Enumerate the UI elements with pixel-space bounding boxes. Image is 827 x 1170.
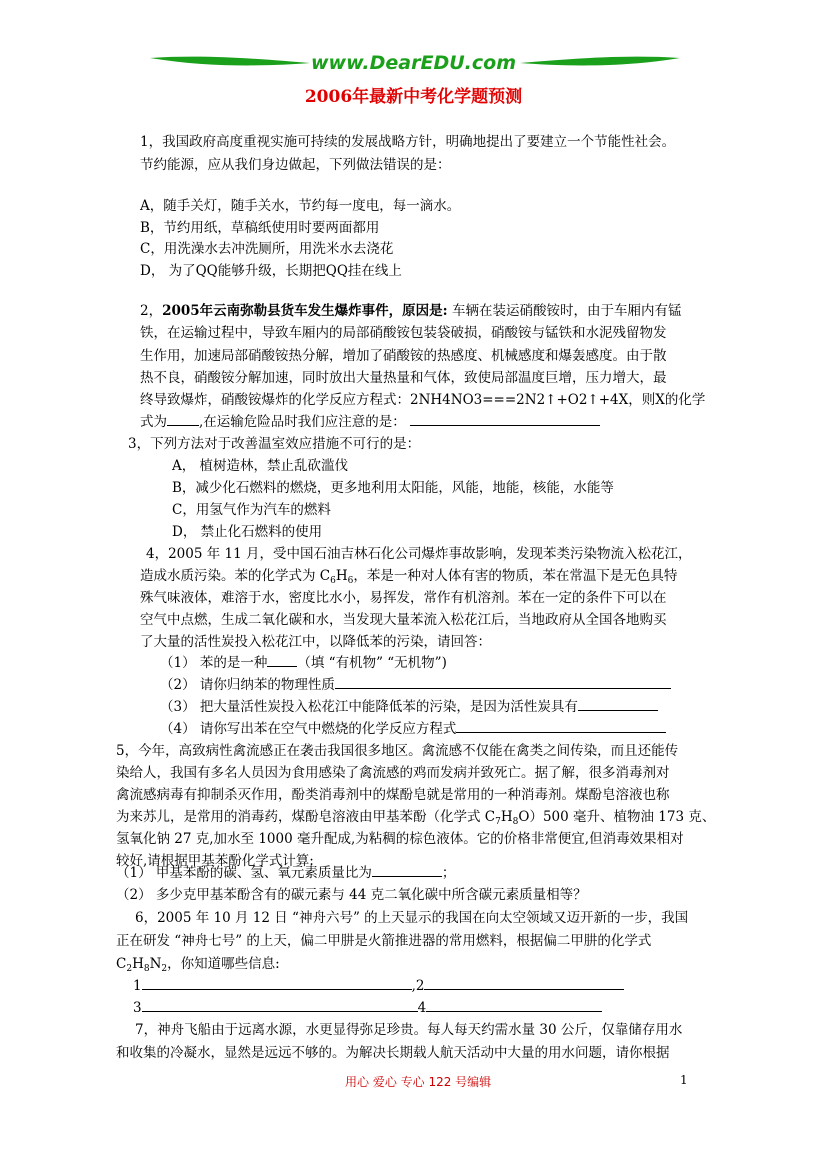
q4-line-3: 殊气味液体，难溶于水，密度比水小，易挥发，常作有机溶剂。苯在一定的条件下可以在	[140, 590, 667, 606]
page-number: 1	[680, 1073, 688, 1087]
q5-sub-1-text: （1） 甲基苯酚的碳、氢、氧元素质量比为	[116, 865, 372, 881]
q3-option-d: D， 禁止化石燃料的使用	[172, 524, 323, 540]
q1-option-b: B，节约用纸，草稿纸使用时要两面都用	[140, 220, 380, 236]
q4-sub-3	[160, 696, 658, 719]
q5-line-6: 较好,请根据甲基苯酚化学式计算:	[116, 853, 314, 869]
q6-answers-row-2	[133, 997, 602, 1020]
q4-subscript-1: 6	[330, 576, 336, 586]
q6-answers-row-1	[133, 975, 624, 998]
q2-formula-label: 式为	[140, 414, 167, 430]
q2-line-3: 生作用，加速局部硝酸铵热分解，增加了硝酸铵的热感度、机械感度和爆轰感度。由于散	[140, 348, 667, 364]
site-brand: www.DearEDU.com	[310, 52, 517, 74]
q4-line-2-pre: 造成水质污染。苯的化学式为 C	[140, 568, 331, 584]
q4-sub-1-blank[interactable]	[267, 652, 297, 667]
q6-formula-c: C	[116, 956, 127, 972]
q6-formula-n: N	[149, 956, 162, 972]
q1-line-1: 1，我国政府高度重视实施可持续的发展战略方针，明确地提出了要建立一个节能性社会。	[140, 134, 676, 150]
q4-sub-1-pre: （1） 苯的是一种	[160, 655, 268, 671]
q1-option-a: A，随手关灯，随手关水，节约每一度电，每一滴水。	[140, 198, 461, 214]
q6-line-1: 6，2005 年 10 月 12 日 “神舟六号” 的上天显示的我国在向太空领域又迈开新的一步，我国	[135, 910, 689, 926]
q1-option-c: C，用洗澡水去冲洗厕所，用洗米水去浇花	[140, 241, 394, 257]
q2-formula-blank[interactable]	[167, 411, 199, 426]
q4-line-2-h: H	[335, 568, 348, 584]
q2-line-1	[140, 300, 681, 323]
q5-line-5: 氢氧化钠 27 克,加水至 1000 毫升配成,为粘稠的棕色液体。它的价格非常便宜,但消毒效果相对	[116, 831, 684, 847]
q4-line-4: 空气中点燃，生成二氧化碳和水，当发现大量苯流入松花江后，当地政府从全国各地购买	[140, 612, 667, 628]
q6-answer-3-number: 3	[133, 1000, 142, 1016]
q7-line-2: 和收集的冷凝水，显然是远远不够的。为解决长期载人航天活动中大量的用水问题，请你根据	[116, 1045, 670, 1061]
q4-sub-4	[160, 718, 666, 741]
q3-option-a: A， 植树造林，禁止乱砍滥伐	[172, 458, 349, 474]
q2-line-5: 终导致爆炸，硝酸铵爆炸的化学反应方程式：2NH4NO3===2N2↑+O2↑+4X，则X的化学	[140, 392, 706, 408]
q3-option-c: C，用氢气作为汽车的燃料	[172, 502, 331, 518]
q4-sub-2	[160, 674, 671, 697]
q6-line-2: 正在研发 “神舟七号” 的上天，偏二甲肼是火箭推进器的常用燃料，根据偏二甲肼的化学式	[116, 933, 652, 949]
q2-caution-label: ,在运输危险品时我们应注意的是：	[199, 414, 406, 430]
q4-sub-1	[160, 652, 447, 675]
page-title: 2006年最新中考化学题预测	[304, 87, 523, 107]
q2-caution-blank[interactable]	[410, 411, 600, 426]
q5-line-1: 5，今年，高致病性禽流感正在袭击我国很多地区。禽流感不仅能在禽类之间传染，而且还能传	[116, 743, 679, 759]
q1-line-2: 节约能源，应从我们身边做起，下列做法错误的是：	[140, 157, 451, 173]
q2-line-6	[140, 411, 600, 434]
q2-headline: 2005年云南弥勒县货车发生爆炸事件，原因是:	[162, 303, 448, 319]
q6-line-3-post: ，你知道哪些信息:	[167, 956, 280, 972]
footer-note: 用心 爱心 专心 122 号编辑	[345, 1075, 492, 1089]
q3-line: 3，下列方法对于改善温室效应措施不可行的是：	[128, 436, 421, 452]
q6-subscript-3: 2	[161, 964, 168, 974]
q4-line-2-post: ，苯是一种对人体有害的物质，苯在常温下是无色具特	[353, 568, 678, 584]
q4-subscript-2: 6	[347, 576, 354, 586]
q5-subscript-2: 8	[512, 817, 519, 827]
q5-line-4-pre: 为来苏儿，是常用的消毒药，煤酚皂溶液由甲基苯酚（化学式 C	[116, 809, 496, 825]
q5-sub-1-blank[interactable]	[372, 862, 442, 877]
q5-sub-1	[116, 862, 455, 885]
q4-sub-3-text: （3） 把大量活性炭投入松花江中能降低苯的污染，是因为活性炭具有	[160, 699, 578, 715]
q4-line-1: 4，2005 年 11 月，受中国石油吉林石化公司爆炸事故影响，发现苯类污染物流入松花江，	[146, 546, 692, 562]
q4-sub-2-blank[interactable]	[335, 674, 671, 689]
q4-line-5: 了大量的活性炭投入松花江中，以降低苯的污染，请回答：	[140, 634, 491, 650]
q4-sub-3-blank[interactable]	[578, 696, 658, 711]
q5-subscript-1: 7	[495, 817, 501, 827]
q4-sub-2-text: （2） 请你归纳苯的物理性质	[160, 677, 335, 693]
q6-answer-3-blank[interactable]	[142, 997, 418, 1012]
q4-sub-4-blank[interactable]	[456, 718, 666, 733]
q1-option-d: D， 为了QQ能够升级，长期把QQ挂在线上	[140, 263, 402, 279]
q3-option-b: B，减少化石燃料的燃烧，更多地利用太阳能，风能，地能，核能，水能等	[172, 480, 614, 496]
q5-line-4-h: H	[500, 809, 513, 825]
q2-number: 2，	[140, 303, 163, 319]
q5-line-3: 禽流感病毒有抑制杀灭作用，酚类消毒剂中的煤酚皂就是常用的一种消毒剂。煤酚皂溶液也称	[116, 787, 670, 803]
q4-sub-1-post: （填 “有机物” “无机物”)	[297, 655, 447, 671]
q6-answer-2-number: ,2	[411, 978, 425, 994]
q6-subscript-2: 8	[143, 964, 150, 974]
q5-line-2: 染给人，我国有多名人员因为食用感染了禽流感的鸡而发病并致死亡。据了解，很多消毒剂对	[116, 765, 670, 781]
q6-answer-1-blank[interactable]	[142, 975, 412, 990]
q6-answer-4-blank[interactable]	[426, 997, 602, 1012]
q4-sub-4-text: （4） 请你写出苯在空气中燃烧的化学反应方程式	[160, 721, 457, 737]
q2-line-4: 热不良，硝酸铵分解加速，同时放出大量热量和气体，致使局部温度巨增，压力增大，最	[140, 370, 667, 386]
q5-sub-2: （2） 多少克甲基苯酚含有的碳元素与 44 克二氧化碳中所含碳元素质量相等？	[116, 887, 587, 903]
q6-answer-2-blank[interactable]	[424, 975, 624, 990]
q6-answer-1-number: 1	[133, 978, 142, 994]
q7-line-1: 7，神舟飞船由于远离水源，水更显得弥足珍贵。每人每天约需水量 30 公斤，仅靠储存用水	[135, 1022, 683, 1038]
q2-line-1-rest: 车辆在装运硝酸铵时，由于车厢内有锰	[447, 303, 682, 319]
q6-formula-h: H	[132, 956, 144, 972]
q5-sub-1-end: ；	[441, 865, 456, 881]
q6-answer-4-number: 4	[417, 1000, 427, 1016]
q6-subscript-1: 2	[126, 964, 133, 974]
q2-line-2: 铁，在运输过程中，导致车厢内的局部硝酸铵包装袋破损，硝酸铵与锰铁和水泥残留物发	[140, 325, 667, 341]
q5-line-4-post: O）500 毫升、植物油 173 克、	[518, 809, 716, 825]
